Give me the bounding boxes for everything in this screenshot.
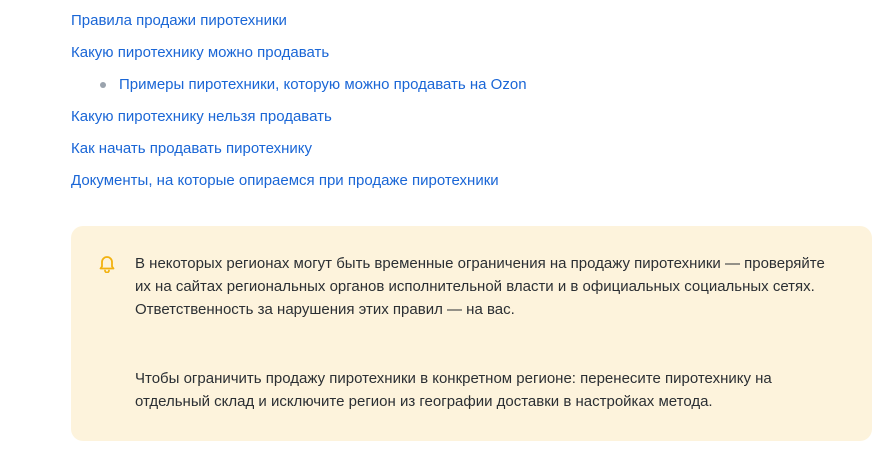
toc-link-examples[interactable]: Примеры пиротехники, которую можно продавать на Ozon <box>119 76 527 93</box>
table-of-contents <box>71 11 527 203</box>
toc-subitem <box>71 75 527 107</box>
bullet-icon <box>100 82 106 88</box>
toc-link-forbidden-pyrotechnics[interactable]: Какую пиротехнику нельзя продавать <box>71 108 332 125</box>
notice-paragraph-restrictions: В некоторых регионах могут быть временные ограничения на продажу пиротехники — проверяйте их на сайтах региональных органов исполнительной власти и в официальных социальных сетях. Ответственность за нарушения этих правил — на вас. <box>135 255 825 318</box>
notice-paragraph-how-to-limit: Чтобы ограничить продажу пиротехники в конкретном регионе: перенесите пиротехнику на отдельный склад и исключите регион из географии доставки в настройках метода. <box>135 370 772 410</box>
toc-link-allowed-pyrotechnics[interactable]: Какую пиротехнику можно продавать <box>71 44 330 61</box>
notice-text <box>135 252 825 413</box>
toc-link-documents[interactable]: Документы, на которые опираемся при продаже пиротехники <box>71 172 499 189</box>
notice-box <box>71 226 872 441</box>
toc-item <box>71 11 527 43</box>
toc-item <box>71 107 527 139</box>
toc-item <box>71 171 527 203</box>
toc-link-sale-rules[interactable]: Правила продажи пиротехники <box>71 12 287 29</box>
toc-item <box>71 43 527 75</box>
toc-item <box>71 139 527 171</box>
bell-icon <box>97 253 117 273</box>
toc-link-how-to-start[interactable]: Как начать продавать пиротехнику <box>71 140 312 157</box>
